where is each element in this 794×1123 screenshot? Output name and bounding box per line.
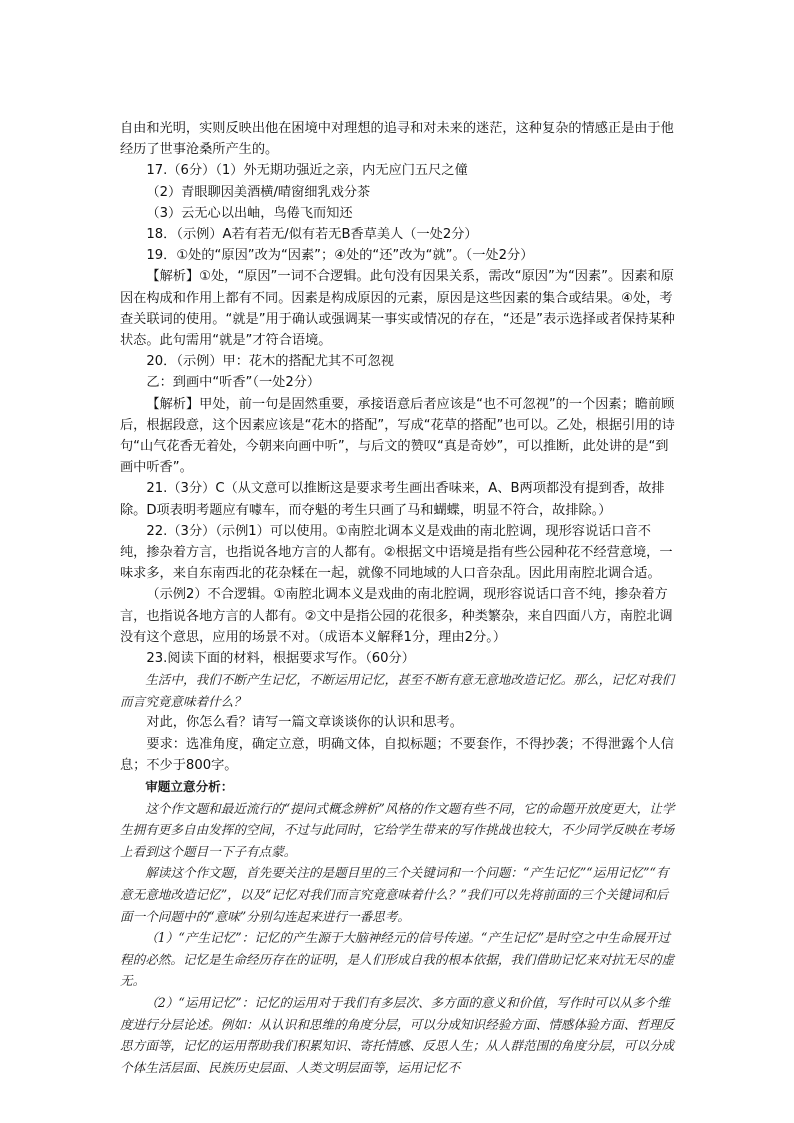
answer-17: 17.（6分）（1）外无期功强近之亲，内无应门五尺之僮 [146,163,468,179]
answer-22-example2: （示例2）不合逻辑。①南腔北调本义是戏曲的南北腔调，现形容说话口音不纯，掺杂着方言，也指说各地方言的人都有。②文中是指公园的花很多，种类繁杂，来自四面八方，南腔北调没有这个意思，应用的场景不对。（成语本义解释1分，理由2分。） [120,587,673,645]
answer-18: 18．（示例）A若有若无/似有若无B香草美人（一处2分） [146,227,478,243]
answer-21: 21.（3分）C（从文意可以推断这是要求考生画出香味来，A、B两项都没有提到香，故排除。D项表明考题应有噱车，而夺魁的考生只画了马和蝴蝶，明显不符合，故排除。） [120,481,665,518]
analysis-para-4: （2）“运用记忆”：记忆的运用对于我们有多层次、多方面的意义和价值，写作时可以从多个维度进行分层论述。例如：从认识和思维的角度分层，可以分成知识经验方面、情感体验方面、哲理反思方面等，记忆的运用帮助我们积累知识、寄托情感、反思人生；从人群范围的角度分层，可以分成个体生活层面、民族历史层面、人类文明层面等，运用记忆不 [120,995,675,1075]
question-23: 23.阅读下面的材料，根据要求写作。（60分） [146,651,415,667]
answer-22: 22.（3分）（示例1）可以使用。①南腔北调本义是戏曲的南北腔调，现形容说话口音不纯，掺杂着方言，也指说各地方言的人都有。②根据文中语境是指有些公园种花不经营意境，一味求多，来自东南西北的花杂糅在一起，就像不同地域的人口音杂乱。因此用南腔北调合适。 [120,523,673,582]
analysis-para-1: 这个作文题和最近流行的“提问式概念辨析”风格的作文题有些不同，它的命题开放度更大，让学生拥有更多自由发挥的空间，不过与此同时，它给学生带来的写作挑战也较大，不少同学反映在考场上看到这个题目一下子有点蒙。 [120,800,675,859]
answer-20-b: 乙：到画中“听香”（一处2分） [146,375,321,391]
analysis-para-3: （1）“产生记忆”：记忆的产生源于大脑神经元的信号传递。“产生记忆”是时空之中生命展开过程的必然。记忆是生命经历存在的证明，是人们形成自我的根本依据，我们借助记忆来对抗无尽的虚无。 [120,930,675,989]
analysis-heading: 审题立意分析： [145,779,234,795]
essay-requirements: 要求：选准角度，确定立意，明确文体，自拟标题；不要套作，不得抄袭；不得泄露个人信息；不少于800字。 [120,736,674,773]
essay-prompt: 对此，你怎么看？请写一篇文章谈谈你的认识和思考。 [146,715,463,731]
analysis-19: 【解析】①处，“原因”一词不合逻辑。此句没有因果关系，需改“原因”为“因素”。因素和原因在构成和作用上都有不同。因素是构成原因的元素，原因是这些因素的集合或结果。④处，考查关联词的使用。“就是”用于确认或强调某一事实或情况的存在，“还是”表示选择或者保持某种状态。此句需用“就是”才符合语境。 [120,269,675,349]
answer-20: 20．（示例）甲：花木的搭配尤其不可忽视 [146,354,394,370]
analysis-20: 【解析】甲处，前一句是固然重要，承接语意后者应该是“也不可忽视”的一个因素；瞻前顾后，根据段意，这个因素应该是“花木的搭配”，写成“花草的搭配”也可以。乙处，根据引用的诗句“山气花香无着处，今朝来向画中听”，与后文的赞叹“真是奇妙”，可以推断，此处讲的是“到画中听香”。 [120,396,675,476]
paragraph-continuation: 自由和光明，实则反映出他在困境中对理想的追寻和对未来的迷茫，这种复杂的情感正是由于他经历了世事沧桑所产生的。 [120,121,674,158]
answer-19: 19．①处的“原因”改为“因素”；④处的“还”改为“就”。（一处2分） [146,248,534,264]
essay-material: 生活中，我们不断产生记忆，不断运用记忆，甚至不断有意无意地改造记忆。那么，记忆对我们而言究竟意味着什么？ [120,672,675,709]
answer-17-3: （3）云无心以出岫，鸟倦飞而知还 [146,205,353,221]
analysis-para-2: 解读这个作文题，首先要关注的是题目里的三个关键词和一个问题：“产生记忆”“运用记忆”“有意无意地改造记忆”，以及“记忆对我们而言究竟意味着什么？”我们可以先将前面的三个关键词和后面一个问题中的“意味”分别勾连起来进行一番思考。 [120,865,669,924]
answer-content [120,118,676,1078]
answer-17-2: （2）青眼聊因美酒横/晴窗细乳戏分茶 [146,184,371,200]
